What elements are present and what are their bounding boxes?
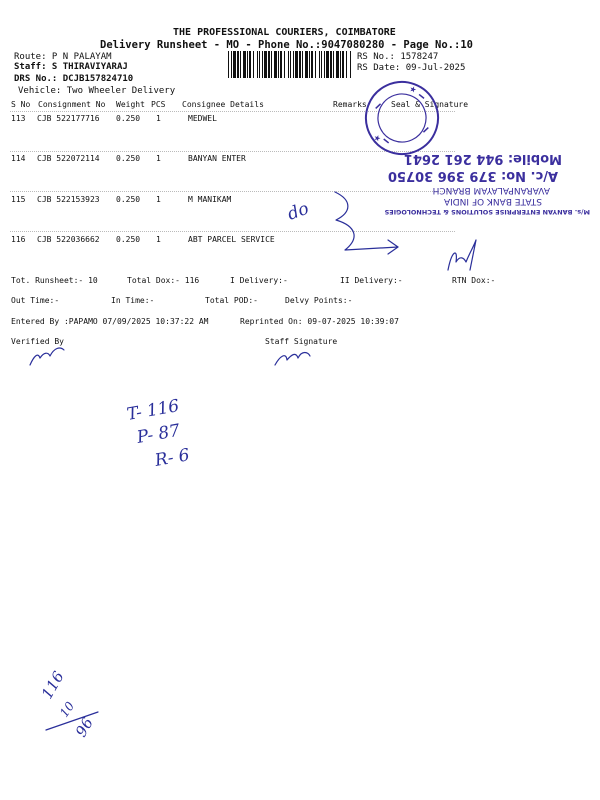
row-consignee: MEDWEL: [188, 114, 217, 123]
barcode-bar: [278, 51, 279, 78]
stamp-account-number: A/c. No: 379 396 30750: [387, 168, 558, 183]
fraction-bottom: 96: [71, 714, 98, 740]
ii-delivery: II Delivery:-: [340, 276, 403, 285]
fraction-bar: [46, 712, 98, 730]
ditto-arrow: [335, 192, 398, 250]
barcode-bar: [231, 51, 232, 78]
row-sno: 114: [11, 154, 26, 163]
col-pcs: PCS: [151, 100, 166, 109]
svg-text:★: ★: [408, 84, 418, 95]
handwritten-returned: R- 6: [153, 445, 192, 471]
barcode-bar: [299, 51, 301, 78]
barcode-bar: [330, 51, 332, 78]
row-pcs: 1: [156, 114, 161, 123]
col-consignee: Consignee Details: [182, 100, 264, 109]
row-consignment: CJB 522177716: [37, 114, 100, 123]
company-title: THE PROFESSIONAL COURIERS, COIMBATORE: [173, 27, 396, 38]
col-remarks: Remarks: [333, 100, 367, 109]
barcode-bar: [295, 51, 298, 78]
stamp-mobile: Mobile: 944 261 2641: [403, 151, 562, 166]
row-weight: 0.250: [116, 154, 141, 163]
signature-scribble: [448, 240, 476, 270]
col-consignment: Consignment No: [38, 100, 106, 109]
barcode-bar: [346, 51, 347, 78]
barcode-bar: [321, 51, 322, 78]
barcode-bar: [284, 51, 285, 78]
route-text: Route: P N PALAYAM: [14, 52, 112, 62]
barcode-bar: [264, 51, 267, 78]
in-time: In Time:-: [111, 296, 155, 305]
staff-signature-label: Staff Signature: [265, 337, 338, 346]
barcode-bar: [333, 51, 334, 78]
out-time: Out Time:-: [11, 296, 60, 305]
row-consignee: M MANIKAM: [188, 195, 232, 204]
barcode-bar: [268, 51, 270, 78]
rtn-dox: RTN Dox:-: [452, 276, 496, 285]
barcode-bar: [228, 51, 229, 78]
barcode-bar: [309, 51, 310, 78]
vehicle-text: Vehicle: Two Wheeler Delivery: [18, 86, 176, 96]
row-weight: 0.250: [116, 235, 141, 244]
barcode-bar: [249, 51, 251, 78]
barcode-bar: [247, 51, 248, 78]
staff-text: Staff: S THIRAVIYARAJ: [14, 62, 128, 72]
fraction-top: 116: [37, 668, 68, 702]
delvy-points: Delvy Points:-: [285, 296, 353, 305]
barcode-bar: [324, 51, 325, 78]
row-weight: 0.250: [116, 195, 141, 204]
barcode-bar: [288, 51, 289, 78]
row-consignment: CJB 522153923: [37, 195, 100, 204]
entered-by: Entered By :PAPAMO 07/09/2025 10:37:22 AM: [11, 317, 209, 326]
barcode-bar: [319, 51, 320, 78]
row-weight: 0.250: [116, 114, 141, 123]
fraction-mid: 10: [56, 699, 78, 720]
verified-by-label: Verified By: [11, 337, 64, 346]
rs-date: RS Date: 09-Jul-2025: [357, 63, 466, 73]
row-consignment: CJB 522036662: [37, 235, 100, 244]
row-pcs: 1: [156, 195, 161, 204]
barcode-bar: [253, 51, 254, 78]
row-divider: [10, 111, 455, 112]
svg-text:★: ★: [372, 132, 383, 144]
reprinted-on: Reprinted On: 09-07-2025 10:39:07: [240, 317, 399, 326]
handwritten-total: T- 116: [125, 396, 181, 425]
handwritten-do: do: [284, 198, 312, 225]
handwritten-pending: P- 87: [135, 420, 182, 448]
bank-account-stamp: [384, 144, 590, 216]
barcode-bar: [293, 51, 294, 78]
row-divider: [10, 191, 455, 192]
stamp-bank: STATE BANK OF INDIA: [443, 196, 542, 206]
tot-runsheet: Tot. Runsheet:- 10: [11, 276, 98, 285]
barcode-bar: [271, 51, 272, 78]
verified-signature: [30, 348, 64, 365]
total-pod: Total POD:-: [205, 296, 258, 305]
staff-signature-scribble: [275, 353, 310, 366]
rs-number: RS No.: 1578247: [357, 52, 439, 62]
barcode-bar: [280, 51, 282, 78]
stamp-company: M/s. BANYAN ENTERPRISE SOLUTIONS & TECHNOLOGIES: [384, 208, 590, 216]
row-sno: 115: [11, 195, 26, 204]
arrow-head: [388, 240, 398, 254]
row-divider: [10, 151, 455, 152]
drs-number: DRS No.: DCJB157824710: [14, 74, 134, 84]
barcode-bar: [240, 51, 241, 78]
barcode-bar: [259, 51, 260, 78]
row-pcs: 1: [156, 154, 161, 163]
i-delivery: I Delivery:-: [230, 276, 288, 285]
row-sno: 113: [11, 114, 26, 123]
col-seal-signature: Seal & Signature: [391, 100, 469, 109]
barcode-bar: [326, 51, 329, 78]
barcode-bar: [350, 51, 351, 78]
col-weight: Weight: [116, 100, 145, 109]
barcode-bar: [315, 51, 316, 78]
row-consignee: ABT PARCEL SERVICE: [188, 235, 275, 244]
row-pcs: 1: [156, 235, 161, 244]
barcode-bar: [274, 51, 277, 78]
barcode-bar: [233, 51, 236, 78]
barcode-bar: [257, 51, 258, 78]
total-dox: Total Dox:- 116: [127, 276, 200, 285]
col-sno: S No: [11, 100, 31, 109]
row-consignee: BANYAN ENTER: [188, 154, 246, 163]
barcode-bar: [302, 51, 303, 78]
barcode-bar: [311, 51, 313, 78]
barcode-bar: [305, 51, 308, 78]
barcode-bar: [336, 51, 339, 78]
stamp-branch: AVARANPALAYAM BRANCH: [432, 185, 550, 195]
row-sno: 116: [11, 235, 26, 244]
barcode-bar: [290, 51, 291, 78]
row-consignment: CJB 522072114: [37, 154, 100, 163]
barcode-bar: [237, 51, 239, 78]
runsheet-subtitle: Delivery Runsheet - MO - Phone No.:9047080280 - Page No.:10: [100, 39, 473, 51]
barcode-bar: [262, 51, 263, 78]
row-divider: [10, 231, 455, 232]
barcode-bar: [342, 51, 344, 78]
barcode-bar: [243, 51, 246, 78]
barcode-bar: [340, 51, 341, 78]
